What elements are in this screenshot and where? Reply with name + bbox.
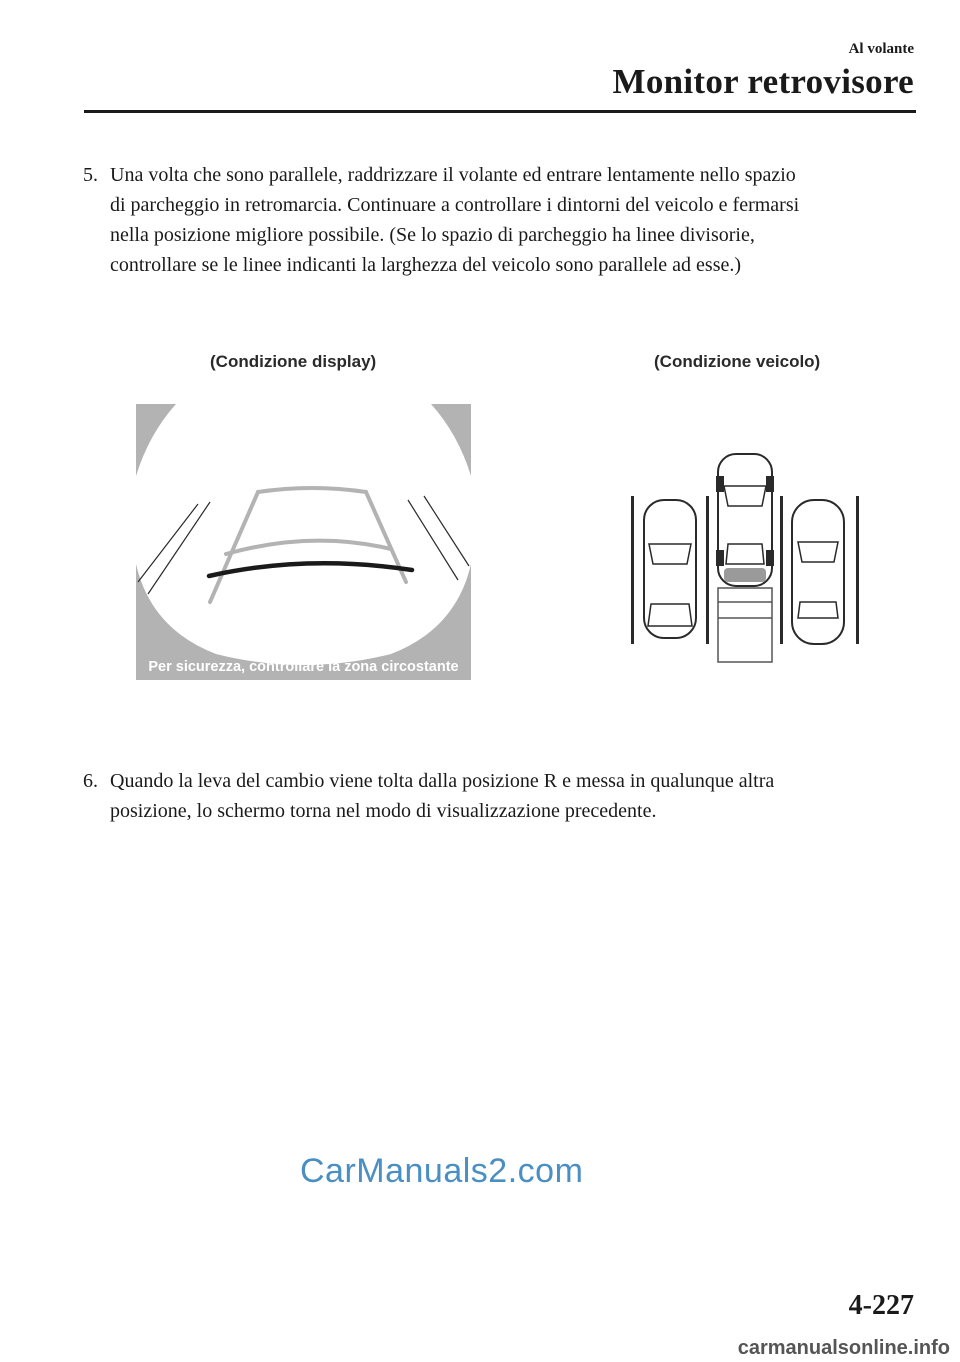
step-line: Una volta che sono parallele, raddrizzare il volante ed entrare lentamente nello spazio [110,164,796,186]
parking-vehicles-illustration [620,446,870,666]
step-5 [83,160,923,280]
camera-view-illustration [136,404,471,680]
title-rule [84,110,916,113]
reversing-car [716,454,774,586]
step-number: 5. [83,164,98,186]
step-6 [83,766,923,826]
camera-view-area [136,404,471,665]
parking-line [706,496,709,644]
display-warning: Per sicurezza, controllare la zona circostante [148,659,459,675]
step-line: di parcheggio in retromarcia. Continuare a controllare i dintorni del veicolo e fermarsi [110,194,800,216]
page-title: Monitor retrovisore [612,62,914,101]
step-line: posizione, lo schermo torna nel modo di visualizzazione precedente. [110,800,657,822]
parking-line [856,496,859,644]
display-caption: (Condizione display) [210,352,377,371]
parking-line [780,496,783,644]
parked-car-right [792,500,844,644]
watermark: CarManuals2.com [300,1152,584,1190]
rear-camera-display [136,404,471,680]
step-line: nella posizione migliore possibile. (Se lo spazio di parcheggio ha linee divisorie, [110,224,755,246]
step-line: Quando la leva del cambio viene tolta dalla posizione R e messa in qualunque altra [110,770,775,792]
page-number: 4-227 [848,1290,914,1321]
parking-space-outline [718,588,772,662]
footer-site-link[interactable]: carmanualsonline.info [737,1337,950,1359]
step-number: 6. [83,770,98,792]
parking-line [631,496,634,644]
section-label: Al volante [848,41,914,57]
step-line: controllare se le linee indicanti la larghezza del veicolo sono parallele ad esse.) [110,254,742,276]
vehicle-caption: (Condizione veicolo) [654,352,821,371]
parked-car-left [644,500,696,638]
